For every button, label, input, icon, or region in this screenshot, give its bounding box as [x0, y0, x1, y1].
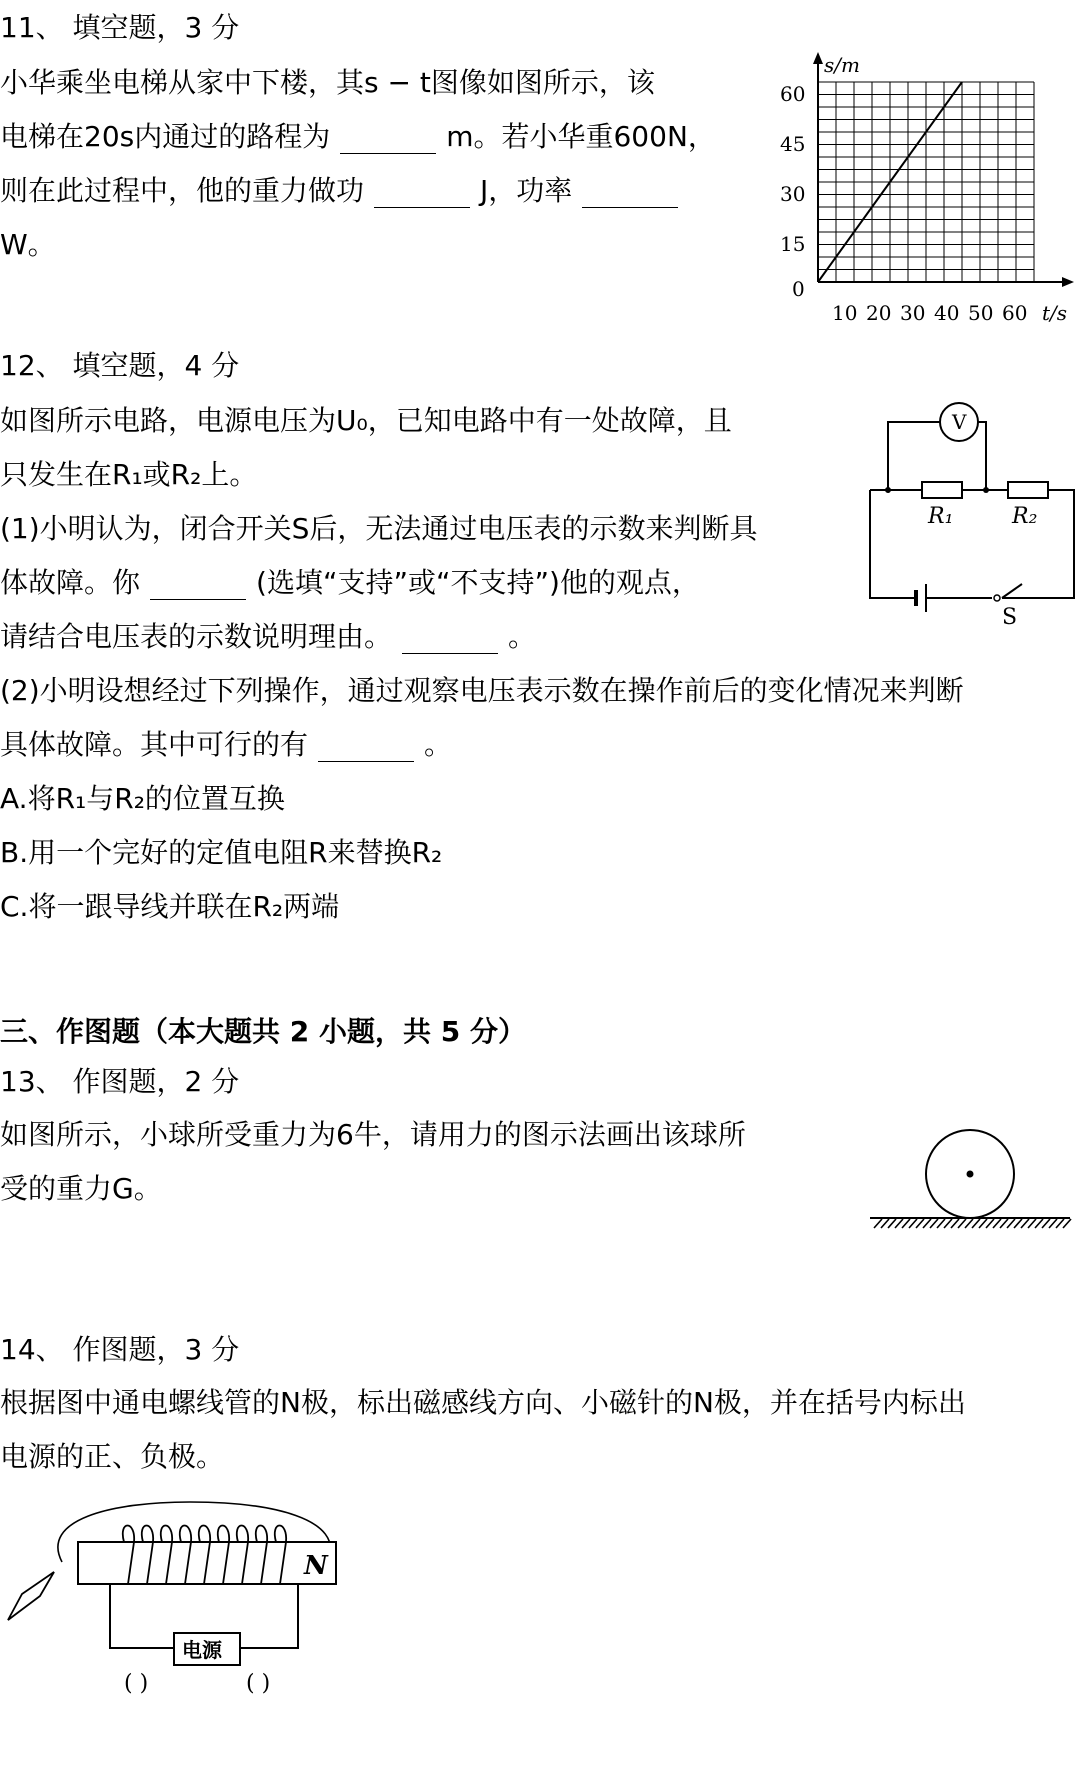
st-x-tick-20: 20 — [866, 301, 892, 325]
q11-line3 — [0, 164, 688, 218]
ground-hatch — [874, 1219, 1071, 1228]
hatch-mark — [909, 1219, 917, 1228]
q11-blank-distance[interactable] — [340, 123, 436, 154]
st-x-tick-50: 50 — [968, 301, 994, 325]
hatch-mark — [1021, 1219, 1029, 1228]
q14-line1: 根据图中通电螺线管的N极，标出磁感线方向、小磁针的N极，并在括号内标出 — [0, 1386, 966, 1419]
st-y-axis-label: s/m — [824, 53, 860, 77]
q11-line2a: 电梯在20s内通过的路程为 — [0, 120, 331, 153]
hatch-mark — [944, 1219, 952, 1228]
q12-line4b: (选填“支持”或“不支持”)他的观点， — [256, 566, 700, 599]
hatch-mark — [1063, 1219, 1071, 1228]
hatch-mark — [1035, 1219, 1043, 1228]
q12-line3: (1)小明认为，闭合开关S后，无法通过电压表的示数来判断具 — [0, 512, 758, 545]
q12-line4a: 体故障。你 — [0, 566, 141, 599]
hatch-mark — [951, 1219, 959, 1228]
q12-line2: 只发生在R₁或R₂上。 — [0, 458, 258, 491]
hatch-mark — [923, 1219, 931, 1228]
voltmeter-wire-right — [978, 422, 986, 490]
q12-option-b: B.用一个完好的定值电阻R来替换R₂ — [0, 836, 443, 869]
left-terminal-paren[interactable]: ( ) — [124, 1671, 149, 1696]
q12-line7a: 具体故障。其中可行的有 — [0, 728, 309, 761]
solenoid-n-pole-label: N — [304, 1551, 328, 1581]
solenoid-wire-left — [110, 1584, 174, 1648]
q14-header: 14、 作图题，3 分 — [0, 1333, 240, 1366]
st-x-tick-40: 40 — [934, 301, 960, 325]
hatch-mark — [1014, 1219, 1022, 1228]
switch-blade — [1002, 584, 1022, 598]
hatch-mark — [1028, 1219, 1036, 1228]
st-y-tick-45: 45 — [780, 132, 806, 156]
hatch-mark — [986, 1219, 994, 1228]
junction-right — [983, 487, 989, 493]
q14-solenoid-diagram — [0, 1490, 360, 1700]
q11-line2b: m。若小华重600N， — [446, 120, 716, 153]
q12-blank-reason[interactable] — [402, 623, 498, 654]
q11-line3a: 则在此过程中，他的重力做功 — [0, 174, 365, 207]
ball-center-dot — [967, 1171, 974, 1178]
q12-circuit-diagram — [862, 396, 1080, 626]
q12-line6: (2)小明设想经过下列操作，通过观察电压表示数在操作前后的变化情况来判断 — [0, 674, 964, 707]
r1-label: R₁ — [928, 504, 954, 529]
hatch-mark — [916, 1219, 924, 1228]
q11-st-graph — [770, 48, 1080, 330]
q13-line1: 如图所示，小球所受重力为6牛，请用力的图示法画出该球所 — [0, 1118, 746, 1151]
hatch-mark — [1007, 1219, 1015, 1228]
r1-resistor — [922, 482, 962, 498]
hatch-mark — [965, 1219, 973, 1228]
q11-line2 — [0, 110, 716, 164]
q11-line1: 小华乘坐电梯从家中下楼，其s − t图像如图所示，该 — [0, 66, 655, 99]
hatch-mark — [1056, 1219, 1064, 1228]
q11-blank-work[interactable] — [374, 177, 470, 208]
q12-option-c: C.将一跟导线并联在R₂两端 — [0, 890, 340, 923]
main-wire-left — [870, 490, 916, 598]
q12-line5a: 请结合电压表的示数说明理由。 — [0, 620, 393, 653]
st-x-axis-label: t/s — [1042, 301, 1068, 325]
st-y-tick-30: 30 — [780, 182, 806, 206]
hatch-mark — [902, 1219, 910, 1228]
switch-label: S — [1002, 605, 1018, 626]
hatch-mark — [881, 1219, 889, 1228]
q12-option-a: A.将R₁与R₂的位置互换 — [0, 782, 285, 815]
hatch-mark — [972, 1219, 980, 1228]
compass-needle-body — [8, 1572, 54, 1620]
power-source-label: 电源 — [182, 1638, 222, 1662]
st-origin-label: 0 — [792, 277, 805, 301]
hatch-mark — [1049, 1219, 1057, 1228]
q13-header: 13、 作图题，2 分 — [0, 1065, 240, 1098]
st-grid — [818, 82, 1034, 282]
q12-line7b: 。 — [424, 728, 453, 761]
hatch-mark — [888, 1219, 896, 1228]
switch-contact — [994, 595, 1000, 601]
st-y-tick-60: 60 — [780, 82, 806, 106]
r2-label: R₂ — [1012, 504, 1038, 529]
hatch-mark — [979, 1219, 987, 1228]
st-y-tick-15: 15 — [780, 232, 806, 256]
q12-line7 — [0, 718, 452, 772]
st-x-tick-60: 60 — [1002, 301, 1028, 325]
q12-line1: 如图所示电路，电源电压为U₀，已知电路中有一处故障，且 — [0, 404, 732, 437]
hatch-mark — [1042, 1219, 1050, 1228]
hatch-mark — [937, 1219, 945, 1228]
voltmeter-wire — [888, 422, 940, 490]
hatch-mark — [930, 1219, 938, 1228]
r2-resistor — [1008, 482, 1048, 498]
q12-blank-support[interactable] — [150, 569, 246, 600]
solenoid-wire-right — [240, 1584, 298, 1648]
q11-line4: W。 — [0, 228, 56, 261]
junction-left — [885, 487, 891, 493]
st-x-tick-10: 10 — [832, 301, 858, 325]
q11-blank-power[interactable] — [582, 177, 678, 208]
st-x-arrow — [1062, 277, 1074, 287]
hatch-mark — [993, 1219, 1001, 1228]
q12-line4 — [0, 556, 700, 610]
q14-line2: 电源的正、负极。 — [0, 1440, 225, 1473]
q11-header: 11、 填空题，3 分 — [0, 11, 240, 44]
section3-title: 三、作图题（本大题共 2 小题，共 5 分） — [0, 1015, 526, 1048]
st-x-tick-30: 30 — [900, 301, 926, 325]
q13-line2: 受的重力G。 — [0, 1172, 162, 1205]
q12-line5b: 。 — [508, 620, 537, 653]
right-terminal-paren[interactable]: ( ) — [246, 1671, 271, 1696]
q13-ball-diagram — [866, 1124, 1078, 1234]
q11-line3b: J，功率 — [480, 174, 573, 207]
hatch-mark — [1000, 1219, 1008, 1228]
hatch-mark — [895, 1219, 903, 1228]
q12-blank-options[interactable] — [318, 731, 414, 762]
st-y-arrow — [813, 52, 823, 64]
voltmeter-label: V — [952, 410, 967, 434]
q12-header: 12、 填空题，4 分 — [0, 349, 240, 382]
hatch-mark — [958, 1219, 966, 1228]
hatch-mark — [874, 1219, 882, 1228]
q12-line5 — [0, 610, 536, 664]
